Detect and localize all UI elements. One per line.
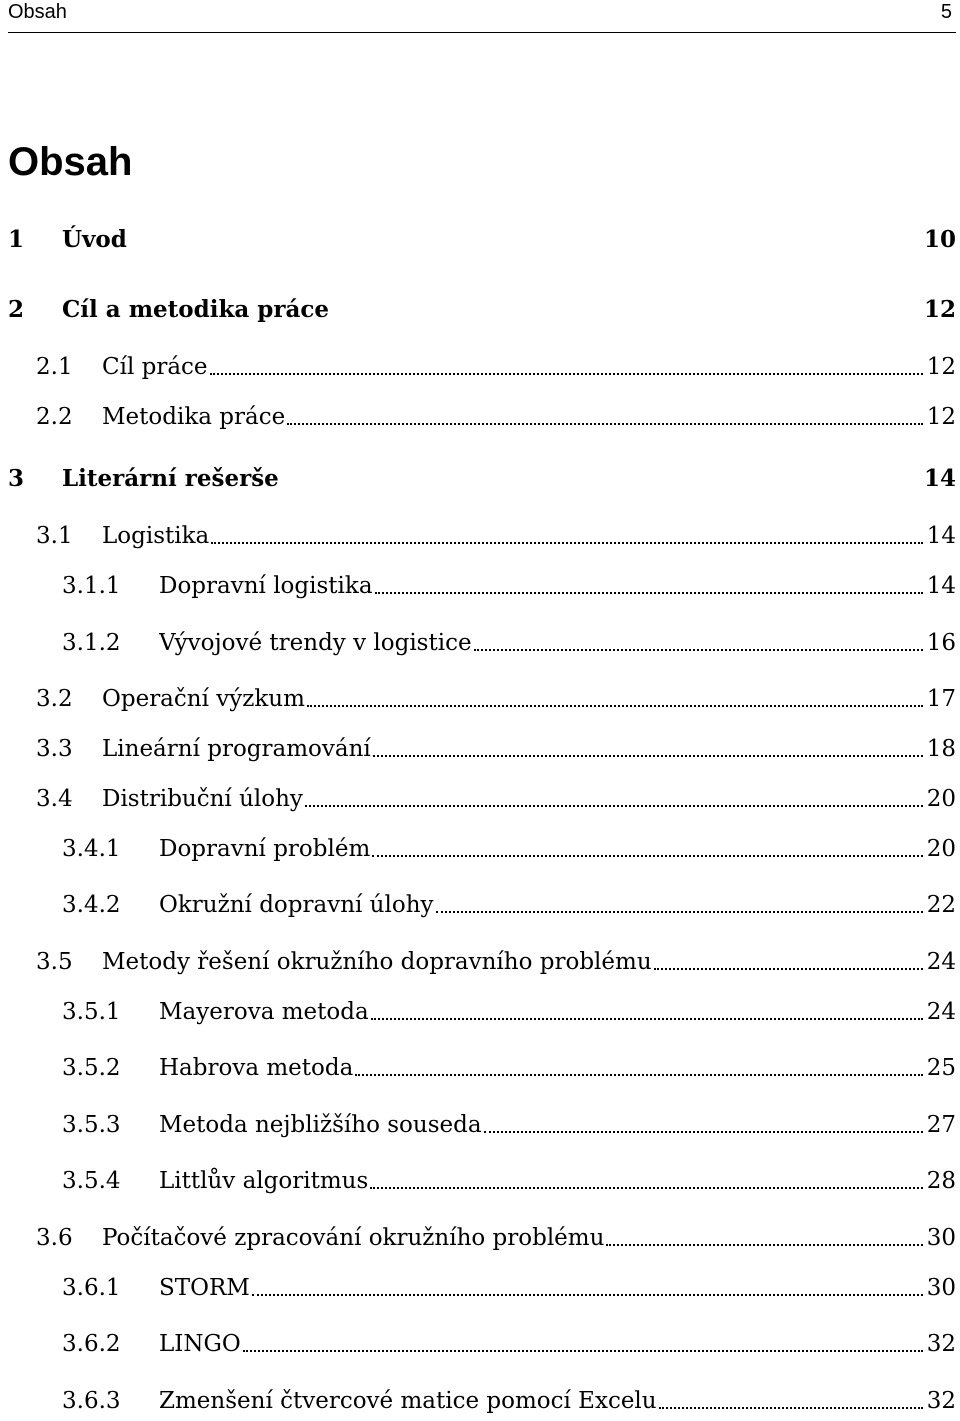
toc-entry-title: STORM [159, 1275, 250, 1301]
toc-entry[interactable] [0, 350, 960, 384]
toc-entry-line [159, 888, 956, 922]
toc-leader [252, 1293, 923, 1296]
toc-entry-title: LINGO [159, 1331, 241, 1357]
toc-entry[interactable] [0, 945, 960, 979]
toc-entry-line [159, 1384, 956, 1418]
toc-entry-number: 1 [8, 226, 25, 253]
toc-entry[interactable] [0, 569, 960, 603]
running-header-title: Obsah [8, 1, 67, 23]
toc-entry-title: Metody řešení okružního dopravního problému [102, 949, 652, 975]
toc-entry-number: 3.4.1 [62, 836, 121, 862]
toc-entry-title: Okružní dopravní úlohy [159, 892, 434, 918]
toc-entry[interactable] [0, 782, 960, 816]
toc-entry-number: 2.1 [36, 354, 73, 380]
toc-entry[interactable] [0, 1108, 960, 1142]
toc-entry-page: 24 [926, 949, 956, 975]
toc-entry-line [159, 1327, 956, 1361]
toc-entry-title: Mayerova metoda [159, 999, 369, 1025]
toc-entry-line [62, 223, 956, 257]
toc-entry-number: 3.4 [36, 786, 73, 812]
toc-entry-page: 27 [926, 1112, 956, 1138]
toc-entry-line [102, 1221, 956, 1255]
toc-entry-page: 24 [926, 999, 956, 1025]
toc-entry-page: 14 [926, 573, 956, 599]
toc-entry-number: 2 [8, 296, 25, 323]
toc-entry-title: Dopravní problém [159, 836, 371, 862]
toc-entry-number: 3 [8, 465, 25, 492]
toc-entry[interactable] [0, 1221, 960, 1255]
toc-entry-title: Habrova metoda [159, 1055, 354, 1081]
toc-entry[interactable] [0, 832, 960, 866]
toc-entry-line [102, 945, 956, 979]
toc-leader [659, 1406, 923, 1409]
toc-entry-title: Metoda nejbližšího souseda [159, 1112, 482, 1138]
toc-entry-page: 18 [926, 736, 956, 762]
toc-leader [287, 422, 923, 425]
toc-leader [654, 967, 923, 970]
toc-entry-line [102, 350, 956, 384]
toc-entry-number: 3.5.3 [62, 1112, 121, 1138]
toc-entry-title: Logistika [102, 523, 210, 549]
toc-entry-page: 16 [926, 630, 956, 656]
toc-entry-line [102, 732, 956, 766]
toc-entry-line [102, 400, 956, 434]
running-header [8, 0, 956, 33]
toc-entry-title: Dopravní logistika [159, 573, 373, 599]
toc-leader [373, 754, 923, 757]
toc-entry-line [102, 782, 956, 816]
toc-entry[interactable] [0, 462, 960, 496]
toc-entry-title: Vývojové trendy v logistice [159, 630, 472, 656]
toc-entry-page: 25 [926, 1055, 956, 1081]
toc-entry[interactable] [0, 1271, 960, 1305]
toc-entry-title: Cíl práce [102, 354, 208, 380]
toc-leader [211, 541, 922, 544]
toc-entry[interactable] [0, 682, 960, 716]
toc-entry-number: 2.2 [36, 404, 73, 430]
toc-entry-number: 3.5 [36, 949, 73, 975]
toc-entry[interactable] [0, 626, 960, 660]
toc-leader [371, 1017, 923, 1020]
toc-entry-page: 20 [926, 836, 956, 862]
toc-entry-title: Cíl a metodika práce [62, 296, 330, 323]
toc-entry-page: 14 [923, 465, 956, 492]
toc-entry-page: 30 [926, 1275, 956, 1301]
toc-entry-page: 28 [926, 1168, 956, 1194]
toc-entry-title: Distribuční úlohy [102, 786, 303, 812]
toc-leader [606, 1243, 922, 1246]
toc-leader [370, 1186, 922, 1189]
toc-entry-number: 3.6.2 [62, 1331, 121, 1357]
toc-entry-line [159, 1108, 956, 1142]
toc-entry-number: 3.1 [36, 523, 73, 549]
toc-entry[interactable] [0, 995, 960, 1029]
toc-entry[interactable] [0, 1164, 960, 1198]
toc-entry[interactable] [0, 223, 960, 257]
toc-entry-line [159, 626, 956, 660]
toc-entry-title: Literární rešerše [62, 465, 279, 492]
toc-entry[interactable] [0, 732, 960, 766]
toc-leader [474, 648, 923, 651]
toc-entry-line [159, 1271, 956, 1305]
toc-entry-page: 12 [926, 354, 956, 380]
toc-leader [307, 704, 923, 707]
toc-leader [484, 1130, 923, 1133]
toc-entry-number: 3.6.3 [62, 1388, 121, 1414]
toc-entry-number: 3.6 [36, 1225, 73, 1251]
toc-entry-title: Počítačové zpracování okružního problému [102, 1225, 605, 1251]
toc-leader [375, 591, 923, 594]
page-title: Obsah [8, 140, 133, 184]
toc-entry[interactable] [0, 1327, 960, 1361]
toc-entry-page: 14 [926, 523, 956, 549]
toc-entry-title: Zmenšení čtvercové matice pomocí Excelu [159, 1388, 657, 1414]
toc-entry-page: 12 [923, 296, 956, 323]
toc-entry-number: 3.1.2 [62, 630, 121, 656]
running-header-page-number: 5 [940, 1, 952, 23]
toc-leader [372, 854, 922, 857]
toc-entry-number: 3.4.2 [62, 892, 121, 918]
toc-entry-number: 3.5.4 [62, 1168, 121, 1194]
toc-leader [355, 1073, 922, 1076]
toc-entry-line [102, 519, 956, 553]
toc-entry-title: Úvod [62, 226, 127, 253]
toc-entry-line [62, 293, 956, 327]
toc-entry-title: Metodika práce [102, 404, 286, 430]
toc-entry-number: 3.3 [36, 736, 73, 762]
toc-leader [331, 317, 920, 318]
toc-leader [210, 372, 923, 375]
toc-entry-line [159, 832, 956, 866]
toc-entry-line [62, 462, 956, 496]
toc-entry-title: Littlův algoritmus [159, 1168, 369, 1194]
toc-entry-page: 20 [926, 786, 956, 812]
toc-entry[interactable] [0, 888, 960, 922]
toc-leader [436, 910, 923, 913]
toc-entry-line [159, 995, 956, 1029]
toc-entry-page: 22 [926, 892, 956, 918]
toc-entry-page: 10 [923, 226, 956, 253]
toc-entry-number: 3.6.1 [62, 1275, 121, 1301]
toc-entry-page: 30 [926, 1225, 956, 1251]
toc-entry-page: 32 [926, 1388, 956, 1414]
toc-entry-page: 12 [926, 404, 956, 430]
toc-entry[interactable] [0, 293, 960, 327]
toc-entry-number: 3.5.2 [62, 1055, 121, 1081]
toc-entry-number: 3.2 [36, 686, 73, 712]
toc-entry-page: 17 [926, 686, 956, 712]
toc-entry-title: Lineární programování [102, 736, 371, 762]
toc-leader [243, 1349, 923, 1352]
toc-leader [281, 486, 920, 487]
toc-entry-line [159, 1164, 956, 1198]
toc-leader [305, 804, 923, 807]
toc-entry[interactable] [0, 519, 960, 553]
toc-entry-line [159, 569, 956, 603]
toc-entry-page: 32 [926, 1331, 956, 1357]
toc-entry[interactable] [0, 1051, 960, 1085]
toc-entry-line [102, 682, 956, 716]
toc-entry-title: Operační výzkum [102, 686, 305, 712]
toc-entry[interactable] [0, 400, 960, 434]
toc-entry-number: 3.5.1 [62, 999, 121, 1025]
toc-entry-number: 3.1.1 [62, 573, 121, 599]
toc-entry[interactable] [0, 1384, 960, 1418]
toc-entry-line [159, 1051, 956, 1085]
toc-leader [129, 247, 920, 248]
